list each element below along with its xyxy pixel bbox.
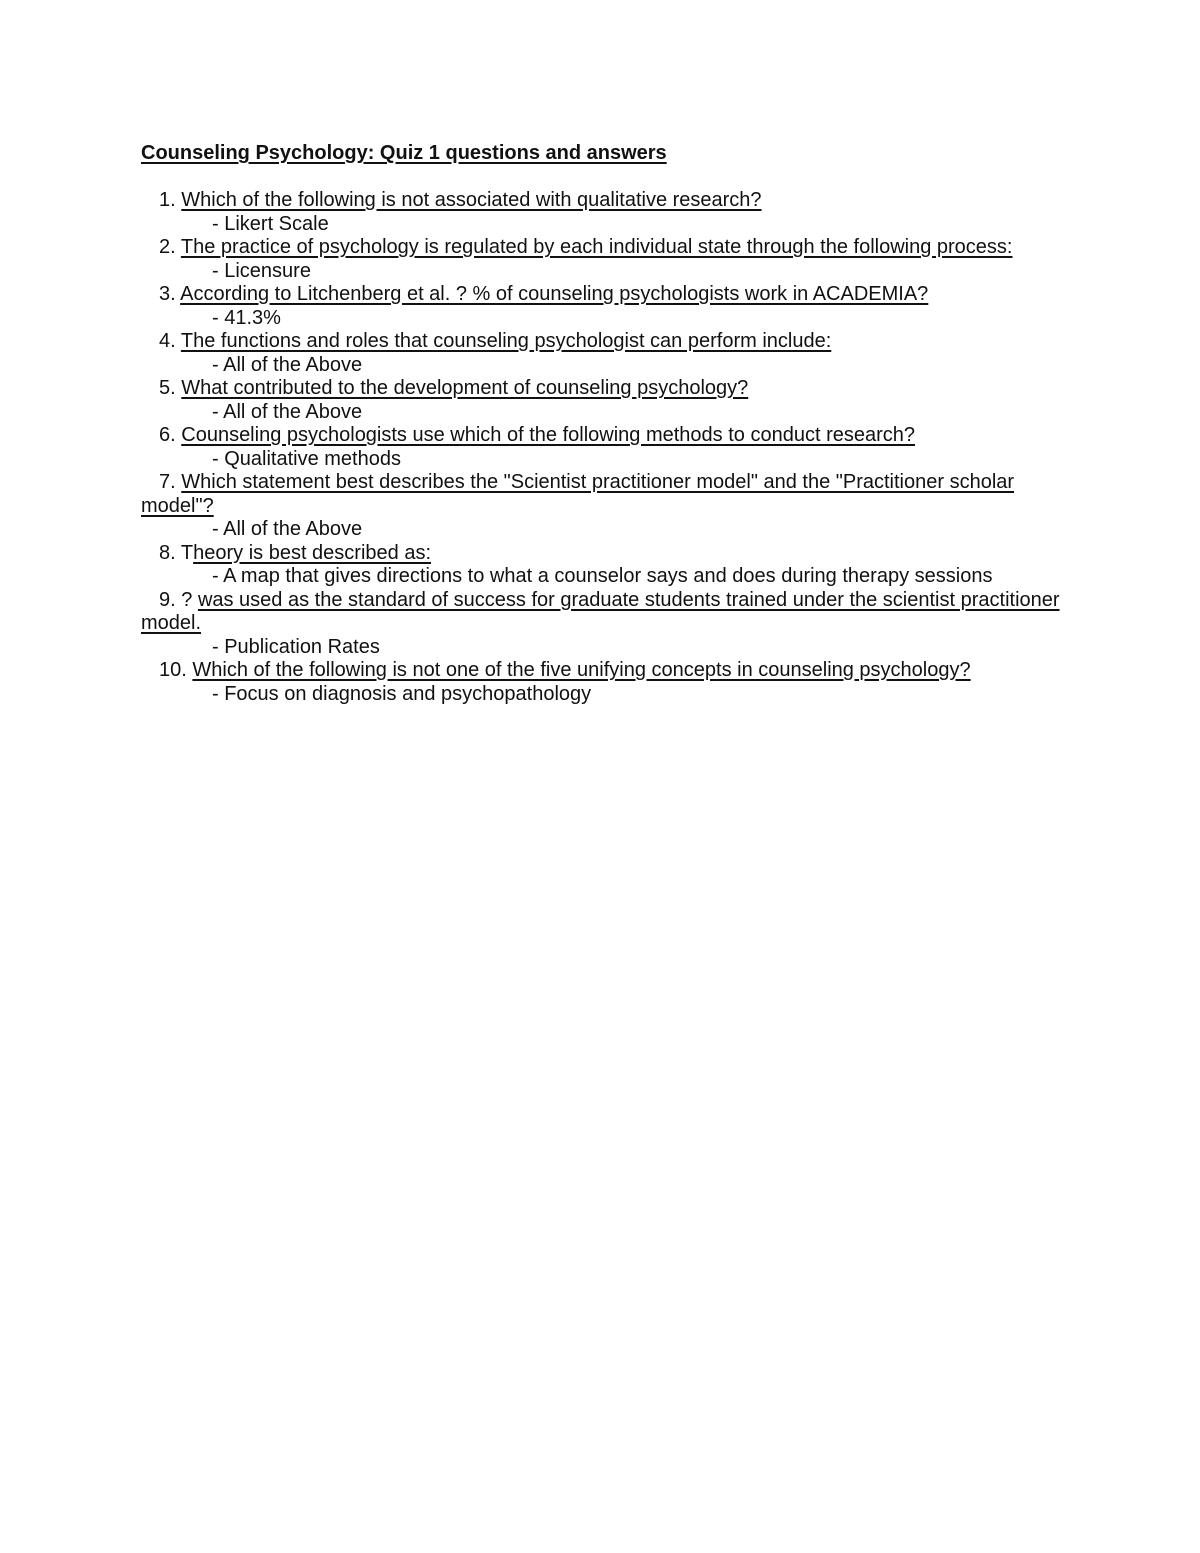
question-text: Which of the following is not associated with qualitative research? bbox=[181, 189, 762, 211]
answer-text: - Publication Rates bbox=[212, 635, 380, 658]
question-text: Counseling psychologists use which of the following methods to conduct research? bbox=[181, 424, 915, 446]
question-item-9 bbox=[141, 589, 1071, 660]
question-number: 9. bbox=[159, 588, 176, 611]
question-text: The practice of psychology is regulated by each individual state through the following process: bbox=[180, 236, 1013, 258]
question-number: 7. bbox=[159, 471, 176, 493]
question-line bbox=[141, 189, 1071, 213]
answer-text: - Licensure bbox=[212, 259, 311, 282]
answer-text: - All of the Above bbox=[212, 353, 363, 376]
question-line bbox=[141, 659, 1071, 683]
question-item-7 bbox=[141, 471, 1071, 542]
answer-text: - All of the Above bbox=[212, 518, 363, 540]
question-number: 1. bbox=[159, 189, 176, 211]
question-prefix: ? bbox=[181, 588, 193, 611]
question-line bbox=[141, 471, 1071, 518]
question-line bbox=[141, 589, 1071, 636]
question-text: What contributed to the development of counseling psychology? bbox=[181, 377, 749, 399]
question-item-1 bbox=[141, 189, 1071, 236]
question-text: According to Litchenberg et al. ? % of counseling psychologists work in ACADEMIA? bbox=[180, 283, 929, 305]
question-text: Which statement best describes the "Scientist practitioner model" and the "Practitioner scholar model"? bbox=[141, 471, 1015, 517]
answer-text: - Likert Scale bbox=[212, 212, 329, 235]
question-item-6 bbox=[141, 424, 1071, 471]
answer-text: - Focus on diagnosis and psychopathology bbox=[212, 682, 592, 705]
question-item-2 bbox=[141, 236, 1071, 283]
question-number: 10. bbox=[159, 659, 187, 681]
question-item-10 bbox=[141, 659, 1071, 706]
question-text: was used as the standard of success for graduate students trained under the scientist practitioner model. bbox=[141, 588, 1060, 634]
question-item-3 bbox=[141, 283, 1071, 330]
question-text: heory is best described as: bbox=[193, 541, 432, 564]
question-line bbox=[141, 377, 1071, 401]
question-number: 4. bbox=[159, 330, 176, 352]
answer-text: - All of the Above bbox=[212, 400, 363, 423]
question-line bbox=[141, 424, 1071, 448]
question-line bbox=[141, 236, 1071, 260]
answer-text: - A map that gives directions to what a counselor says and does during therapy sessions bbox=[212, 565, 993, 587]
question-number: 8. bbox=[159, 541, 176, 564]
question-number: 6. bbox=[159, 424, 176, 446]
question-item-8 bbox=[141, 542, 1071, 589]
question-number: 5. bbox=[159, 377, 176, 399]
question-prefix: T bbox=[180, 541, 194, 564]
question-text: Which of the following is not one of the five unifying concepts in counseling psychology? bbox=[192, 659, 971, 681]
document-title: Counseling Psychology: Quiz 1 questions and answers bbox=[141, 142, 667, 164]
answer-text: - Qualitative methods bbox=[212, 447, 401, 470]
question-text: The functions and roles that counseling psychologist can perform include: bbox=[180, 330, 832, 352]
question-number: 3. bbox=[159, 283, 176, 305]
question-item-5 bbox=[141, 377, 1071, 424]
question-list bbox=[141, 189, 1071, 706]
question-line bbox=[141, 330, 1071, 354]
question-number: 2. bbox=[159, 236, 176, 258]
answer-text: - 41.3% bbox=[212, 306, 281, 329]
question-item-4 bbox=[141, 330, 1071, 377]
question-line bbox=[141, 283, 1071, 307]
question-line bbox=[141, 542, 1071, 566]
